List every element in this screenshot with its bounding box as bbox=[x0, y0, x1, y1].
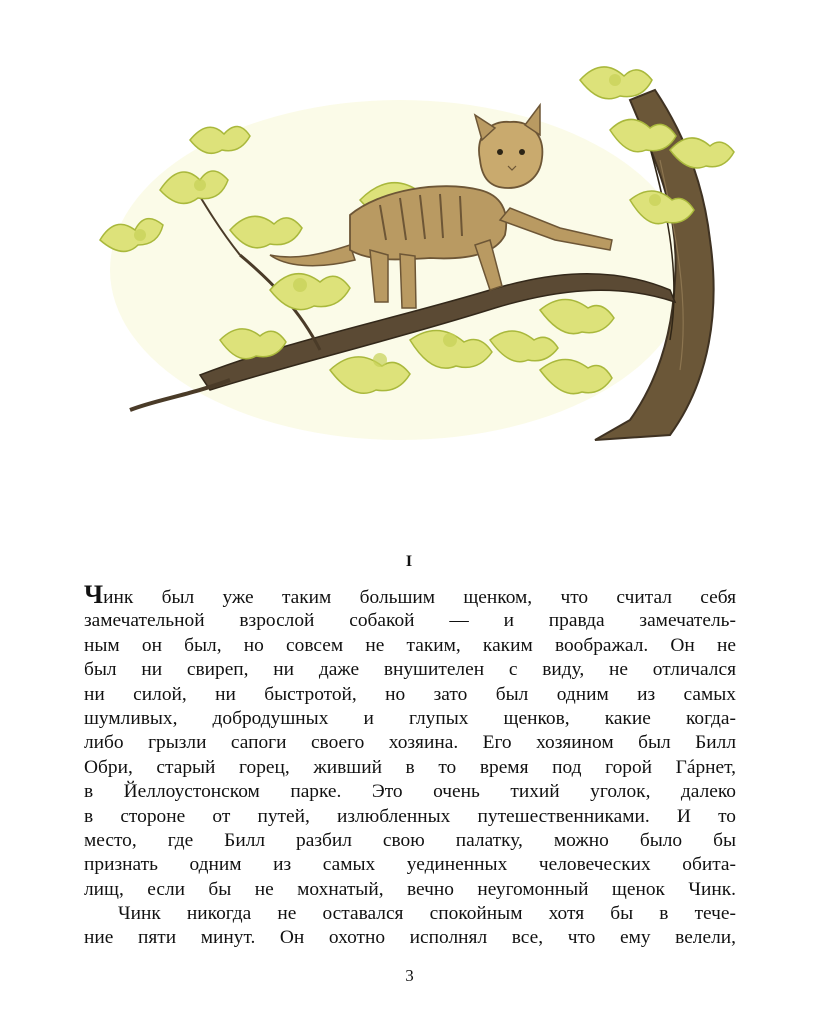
illustration-cat-on-branch bbox=[70, 40, 750, 470]
text-line: замечательной взрослой собакой — и правда замечатель- bbox=[84, 610, 736, 632]
text-line: Обри, старый горец, живший в то время под горой Гáрнет, bbox=[84, 756, 736, 778]
text-line: либо грызли сапоги своего хозяина. Его хозяином был Билл bbox=[84, 732, 736, 754]
body-text bbox=[84, 585, 736, 951]
text-line: признать одним из самых уединенных человеческих обита- bbox=[84, 854, 736, 876]
chapter-number: I bbox=[405, 553, 414, 570]
text-line: ние пяти минут. Он охотно исполнял все, что ему велели, bbox=[84, 927, 736, 949]
page-number: 3 bbox=[405, 966, 414, 985]
text-line: в Йеллоустонском парке. Это очень тихий уголок, далеко bbox=[84, 781, 736, 803]
text-line: ным он был, но совсем не таким, каким воображал. Он не bbox=[84, 634, 736, 656]
text-line: был ни свиреп, ни даже внушителен с виду, не отличался bbox=[84, 659, 736, 681]
text-line: ни силой, ни быстротой, но зато был одним из самых bbox=[84, 683, 736, 705]
text-line: место, где Билл разбил свою палатку, можно было бы bbox=[84, 829, 736, 851]
text-line: шумливых, добродушных и глупых щенков, какие когда- bbox=[84, 707, 736, 729]
text-line: лищ, если бы не мохнатый, вечно неугомонный щенок Чинк. bbox=[84, 878, 736, 900]
text-line: в стороне от путей, излюбленных путешественниками. И то bbox=[84, 805, 736, 827]
text-line: Чинк никогда не оставался спокойным хотя бы в тече- bbox=[118, 903, 736, 925]
text-line: Чинк был уже таким большим щенком, что считал себя bbox=[84, 585, 736, 609]
dropcap-letter: Ч bbox=[84, 585, 104, 609]
